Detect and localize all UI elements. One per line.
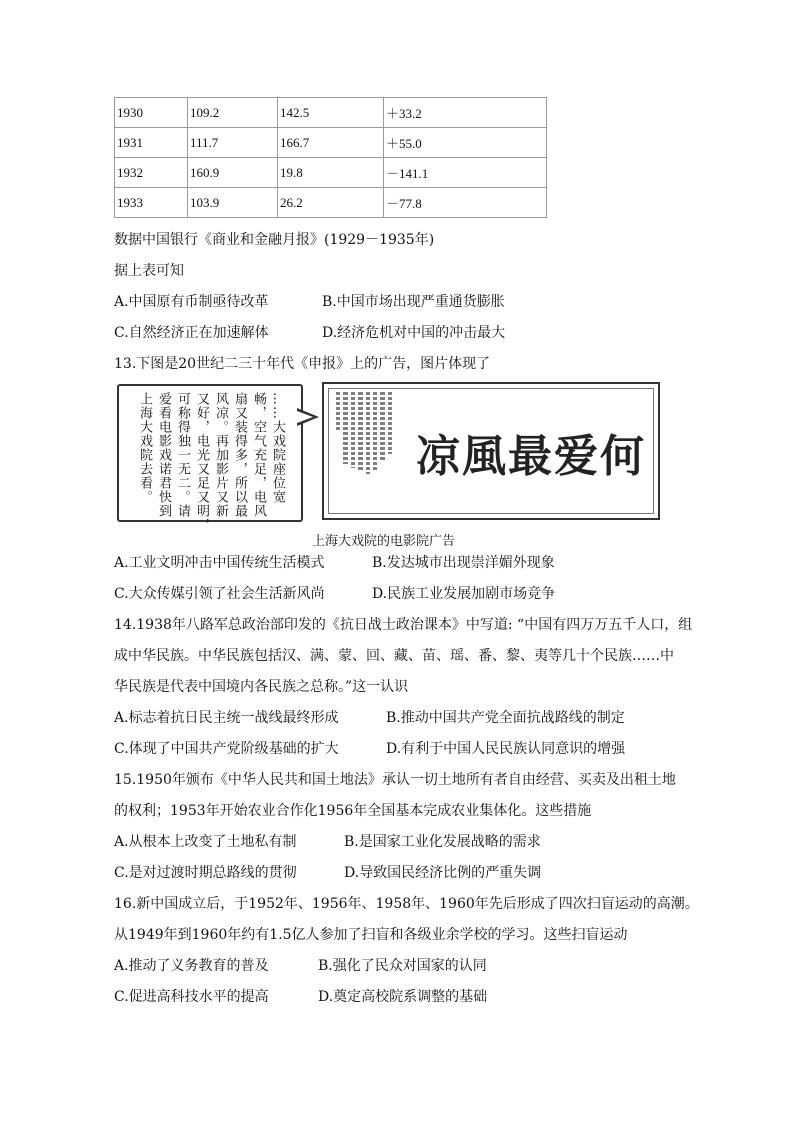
table-cell: 1933: [115, 188, 188, 218]
table-cell: －141.1: [384, 158, 547, 188]
table-row: [115, 128, 547, 158]
q16-stem-line: 从1949年到1960年约有1.5亿人参加了扫盲和各级业余学校的学习。这些扫盲运动: [114, 927, 628, 943]
source-note: 数据中国银行《商业和金融月报》(1929－1935年): [114, 232, 435, 248]
advert-fine-print: [336, 392, 392, 492]
q14-option-b: B.推动中国共产党全面抗战路线的制定: [386, 710, 625, 726]
q12-option-a: A.中国原有币制亟待改革: [114, 294, 269, 310]
table-cell: 1932: [115, 158, 188, 188]
table-cell: 142.5: [278, 98, 384, 128]
q13-stem: 13.下图是20世纪二三十年代《申报》上的广告，图片体现了: [114, 356, 491, 372]
bubble-text-col: 畅，空气充足，电风: [251, 392, 266, 518]
table-cell: 166.7: [278, 128, 384, 158]
q15-stem-line: 的权利；1953年开始农业合作化1956年全国基本完成农业集体化。这些措施: [114, 803, 592, 819]
q15-option-a: A.从根本上改变了土地私有制: [114, 834, 297, 850]
q14-stem-line: 14.1938年八路军总政治部印发的《抗日战士政治课本》中写道: “中国有四万万五千人口，组: [114, 617, 693, 633]
q15-option-b: B.是国家工业化发展战略的需求: [344, 834, 541, 850]
bubble-tail-inner: [297, 411, 313, 423]
q12-option-b: B.中国市场出现严重通货膨胀: [322, 294, 505, 310]
bubble-text-col: ……大戏院座位宽: [270, 392, 285, 504]
table-cell: ＋55.0: [384, 128, 547, 158]
figure-caption: 上海大戏院的电影院广告: [312, 534, 456, 549]
table-row: [115, 98, 547, 128]
table-row: [115, 188, 547, 218]
bubble-text-col: 上海大戏院去看。: [137, 392, 152, 504]
table-cell: 103.9: [188, 188, 278, 218]
q12-option-c: C.自然经济正在加速解体: [114, 325, 269, 341]
table-cell: 111.7: [188, 128, 278, 158]
bubble-text-col: 风凉。再加影片又新: [213, 392, 228, 518]
q16-option-b: B.强化了民众对国家的认同: [318, 958, 487, 974]
advert-figure: [114, 378, 660, 532]
newspaper-advert: [322, 382, 660, 520]
bubble-text-col: 扇又装得多，所以最: [232, 392, 247, 518]
q13-option-a: A.工业文明冲击中国传统生活模式: [114, 555, 325, 571]
table-cell: 26.2: [278, 188, 384, 218]
speech-bubble: [117, 384, 303, 532]
data-table: [114, 97, 547, 218]
q16-option-a: A.推动了义务教育的普及: [114, 958, 269, 974]
q16-option-c: C.促进高科技水平的提高: [114, 989, 269, 1005]
q14-option-d: D.有利于中国人民民族认同意识的增强: [386, 741, 626, 757]
q16-stem-line: 16.新中国成立后，于1952年、1956年、1958年、1960年先后形成了四次扫盲运动的高潮。: [114, 896, 699, 912]
q14-stem-line: 成中华民族。中华民族包括汉、满、蒙、回、藏、苗、瑶、番、黎、夷等几十个民族……中: [114, 648, 674, 664]
q13-option-c: C.大众传媒引领了社会生活新风尚: [114, 586, 325, 602]
table-cell: 109.2: [188, 98, 278, 128]
q14-option-c: C.体现了中国共产党阶级基础的扩大: [114, 741, 339, 757]
q15-option-c: C.是对过渡时期总路线的贯彻: [114, 865, 297, 881]
table-cell: 1931: [115, 128, 188, 158]
table-cell: 1930: [115, 98, 188, 128]
q14-stem-line: 华民族是代表中国境内各民族之总称。”这一认识: [114, 679, 409, 695]
bubble-text-col: 可称得独一无二。请: [175, 392, 190, 518]
table-row: [115, 158, 547, 188]
advert-title: 凉風最爱何: [416, 431, 646, 482]
table-cell: ＋33.2: [384, 98, 547, 128]
q15-stem-line: 15.1950年颁布《中华人民共和国土地法》承认一切土地所有者自由经营、买卖及出租土地: [114, 772, 676, 788]
q13-option-b: B.发达城市出现崇洋媚外现象: [372, 555, 555, 571]
table-cell: 160.9: [188, 158, 278, 188]
bubble-text-col: 爱看电影戏诺君快到: [156, 392, 171, 518]
table-cell: －77.8: [384, 188, 547, 218]
q12-option-d: D.经济危机对中国的冲击最大: [322, 325, 506, 341]
q14-option-a: A.标志着抗日民主统一战线最终形成: [114, 710, 339, 726]
bubble-text-col: 又好，电光又足又明，: [194, 392, 209, 532]
table-cell: 19.8: [278, 158, 384, 188]
q12-stem: 据上表可知: [114, 263, 184, 279]
q13-option-d: D.民族工业发展加剧市场竞争: [372, 586, 556, 602]
q16-option-d: D.奠定高校院系调整的基础: [318, 989, 488, 1005]
q15-option-d: D.导致国民经济比例的严重失调: [344, 865, 542, 881]
